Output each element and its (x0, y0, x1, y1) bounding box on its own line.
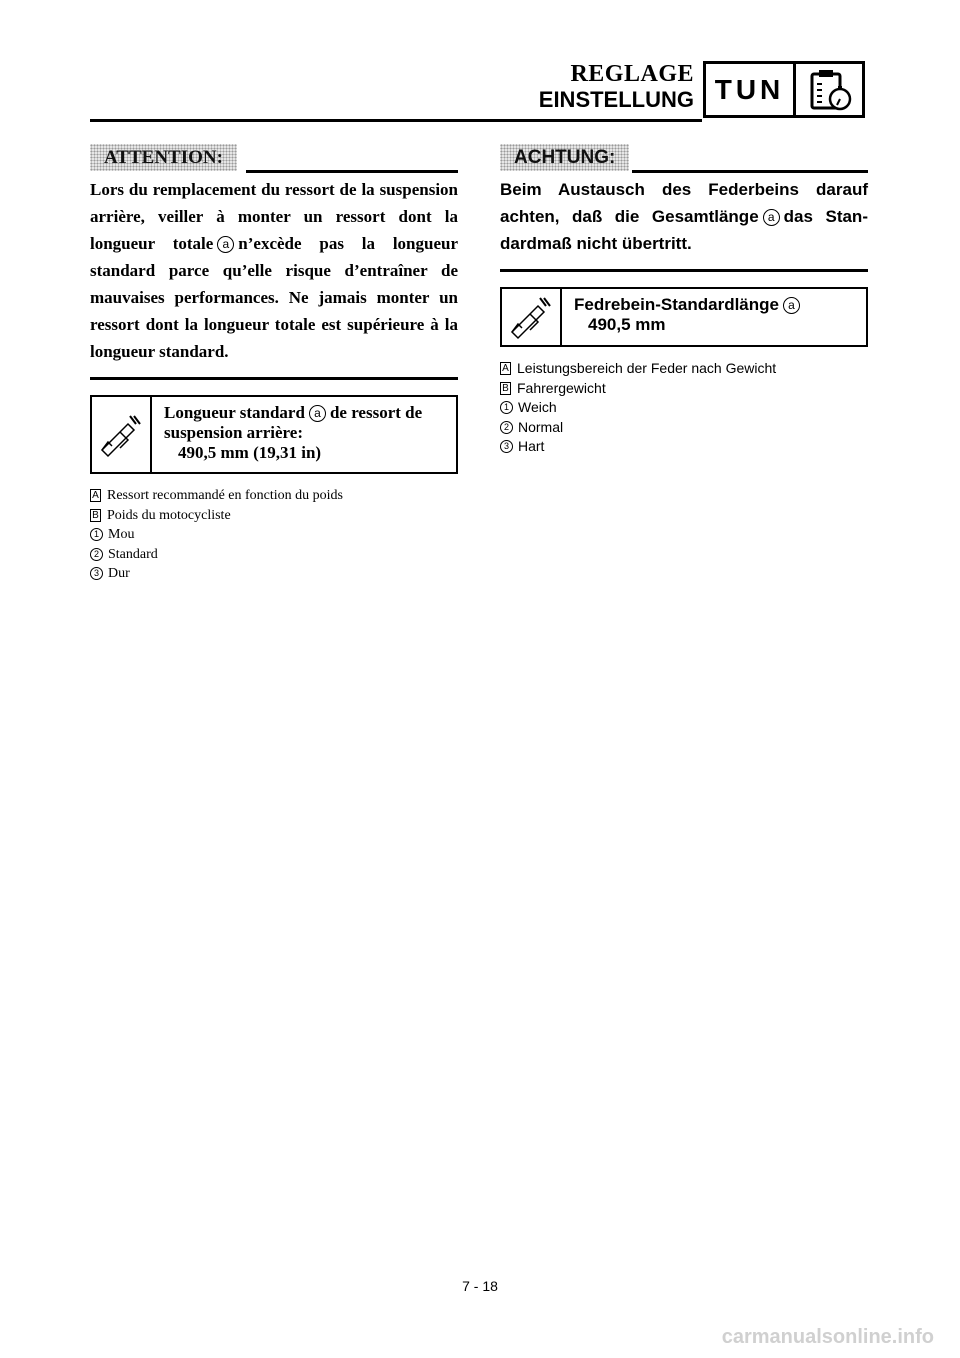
legend-item (500, 418, 868, 438)
legend-item (90, 525, 458, 545)
warning-header (90, 140, 458, 176)
header-title-fr: REGLAGE (570, 61, 694, 87)
legend-key: A (500, 362, 511, 375)
spec-box (500, 287, 868, 347)
legend-item (90, 564, 458, 584)
legend-key: 1 (500, 401, 513, 414)
legend-text: Normal (518, 418, 564, 435)
legend-item (500, 359, 868, 379)
legend (500, 359, 868, 457)
legend-text: Weich (518, 399, 557, 415)
legend (90, 486, 458, 584)
legend-key: B (90, 509, 101, 522)
spec-text (152, 397, 456, 472)
spec-title-part1: Longueur standard (164, 403, 305, 422)
watermark[interactable]: carmanualsonline.info (721, 1326, 934, 1348)
column-german (500, 140, 868, 457)
warning-text-part2: n’excède pas la longueur standard parce qu’elle risque d’entraîner de mauvaises performances. Ne jamais monter un ressort dont la longueur totale est supérieure à la longueur standard. (90, 234, 458, 361)
legend-text: Dur (108, 566, 130, 581)
warning-text (500, 176, 868, 257)
marker-a: a (763, 209, 780, 226)
warning-text-part1: Beim Austausch des Federbeins darauf achten, daß die Gesamtlänge (500, 180, 868, 226)
header-rule (90, 119, 702, 122)
legend-text: Poids du motocycliste (107, 507, 231, 523)
page-number: 7 - 18 (462, 1278, 498, 1294)
warning-header (500, 140, 868, 176)
spec-value: 490,5 mm (588, 315, 666, 334)
legend-item (500, 398, 868, 418)
legend-item (500, 379, 868, 399)
spec-box (90, 395, 458, 474)
warning-end-rule (90, 377, 458, 380)
legend-text: Standard (108, 546, 158, 562)
legend-key: 2 (500, 421, 513, 434)
legend-item (500, 437, 868, 457)
legend-item (90, 486, 458, 506)
legend-key: B (500, 382, 511, 395)
caliper-icon (502, 289, 562, 345)
spec-title: Fedrebein-Standardlänge (574, 295, 779, 314)
column-french (90, 140, 458, 584)
legend-item (90, 545, 458, 565)
section-badge (703, 61, 865, 118)
marker-a: a (217, 236, 234, 253)
legend-item (90, 506, 458, 526)
warning-rule (246, 170, 458, 173)
warning-text-part1: Lors du remplacement du ressort de la suspension arrière, veiller à monter un ressort dont la longueur totale (90, 180, 458, 253)
warning-text (90, 176, 458, 365)
warning-label: ATTENTION: (90, 144, 237, 171)
legend-text: Fahrergewicht (517, 379, 606, 396)
legend-text: Ressort recommandé en fonction du poids (107, 488, 344, 503)
spec-value: 490,5 mm (19,31 in) (178, 443, 322, 462)
legend-text: Hart (518, 438, 545, 454)
legend-key: 2 (90, 548, 103, 561)
warning-rule (632, 170, 868, 173)
section-code: TUN (706, 64, 796, 115)
legend-key: 1 (90, 528, 103, 541)
warning-label: ACHTUNG: (500, 144, 629, 171)
spec-title-part2: de ressort de suspension arrière: (164, 403, 423, 442)
legend-text: Mou (108, 527, 135, 542)
warning-end-rule (500, 269, 868, 272)
warning-text-part2: das Standardmaß nicht übertritt. (500, 207, 868, 253)
legend-key: A (90, 489, 101, 502)
marker-a: a (783, 297, 800, 314)
caliper-icon (92, 397, 152, 472)
marker-a: a (309, 405, 326, 422)
legend-key: 3 (90, 567, 103, 580)
legend-text: Leistungsbereich der Feder nach Gewicht (517, 360, 777, 376)
header-title-de: EINSTELLUNG (538, 87, 694, 112)
legend-key: 3 (500, 440, 513, 453)
spec-text (562, 289, 866, 345)
clipboard-stopwatch-icon (796, 64, 862, 115)
